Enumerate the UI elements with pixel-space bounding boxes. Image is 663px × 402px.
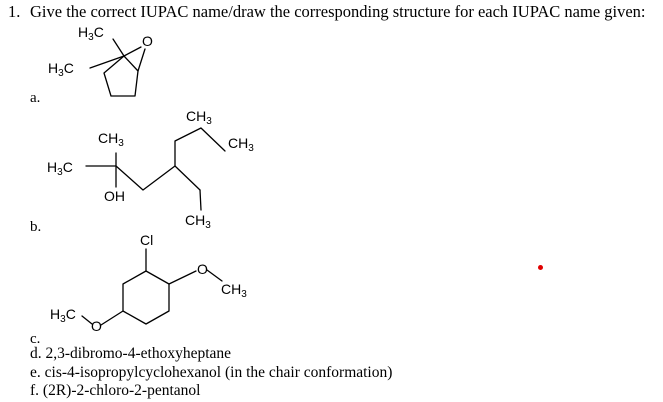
structure-c-bond-to-o-right-2 (207, 270, 222, 281)
part-f-text: f. (2R)-2-chloro-2-pentanol (30, 382, 201, 399)
c-ch3-right-subscript: 3 (241, 289, 247, 300)
structure-b-propyl-branch (200, 190, 201, 210)
methyl-left-c: C (63, 60, 74, 76)
methyl-top-h: H (78, 24, 89, 40)
structure-b-ethyl-branch (175, 128, 225, 166)
ch3-upper-subscript: 3 (206, 116, 212, 127)
structure-c-chlorine: Cl (140, 232, 154, 248)
b-methyl-left-h: H (47, 159, 58, 175)
structure-a-bond-to-methyl-left (90, 56, 124, 68)
structure-a-epoxide-bond-1 (124, 47, 141, 56)
structure-a-oxygen: O (142, 33, 153, 49)
structure-b-hydroxyl: OH (104, 188, 125, 204)
methyl-top-c: C (93, 24, 104, 40)
ch3-upper-ch: CH (186, 108, 207, 124)
structure-c-bond-to-o-right-1 (169, 271, 196, 284)
question-prompt: Give the correct IUPAC name/draw the corresponding structure for each IUPAC name given: (30, 2, 646, 21)
part-d-text: d. 2,3-dibromo-4-ethoxyheptane (30, 345, 232, 362)
c-methyl-left-h: H (50, 306, 61, 322)
structure-b-methyl-left (47, 160, 73, 178)
ch3-left-chain-subscript: 3 (118, 138, 124, 149)
part-e-text: e. cis-4-isopropylcyclohexanol (in the chair conformation) (30, 364, 393, 381)
structure-c-ch3-right (221, 282, 247, 300)
ch3-lower-ch: CH (185, 212, 206, 228)
c-ch3-right-ch: CH (221, 281, 242, 297)
structure-c-bond-to-o-left-1 (101, 311, 123, 325)
part-c-label: c. (30, 331, 41, 347)
c-methyl-left-c: C (65, 306, 76, 322)
structure-c-oxygen-right: O (197, 261, 208, 277)
structure-b-ch3-lower (185, 213, 211, 231)
structure-c-oxygen-left: O (91, 318, 102, 334)
question-number: 1. (8, 2, 21, 21)
ch3-right-ch: CH (228, 135, 249, 151)
structure-a-methyl-left (48, 61, 74, 79)
part-a-label: a. (30, 90, 41, 106)
b-methyl-left-c: C (62, 159, 73, 175)
red-marker-dot (538, 265, 543, 270)
part-b-label: b. (30, 219, 42, 235)
b-methyl-left-subscript: 3 (57, 167, 63, 178)
ch3-right-subscript: 3 (248, 143, 254, 154)
c-methyl-left-subscript: 3 (60, 314, 66, 325)
ch3-lower-subscript: 3 (205, 220, 211, 231)
methyl-top-subscript: 3 (88, 32, 94, 43)
structure-b-main-chain (86, 166, 200, 190)
structure-c-methyl-left (50, 307, 76, 325)
structure-c-ring (123, 271, 169, 324)
ch3-left-chain-ch: CH (98, 130, 119, 146)
structure-b-ch3-upper (186, 109, 212, 127)
structure-a-ring (104, 56, 138, 96)
structure-a-bonds (90, 39, 145, 96)
methyl-left-h: H (48, 60, 59, 76)
methyl-left-subscript: 3 (58, 68, 64, 79)
structure-a-methyl-top (78, 25, 104, 43)
structure-a-bond-to-methyl-top (113, 39, 124, 56)
structure-b-ch3-left-chain (98, 131, 124, 149)
structure-b-ch3-right (228, 136, 254, 154)
structure-a-epoxide-bond-2 (138, 49, 145, 71)
